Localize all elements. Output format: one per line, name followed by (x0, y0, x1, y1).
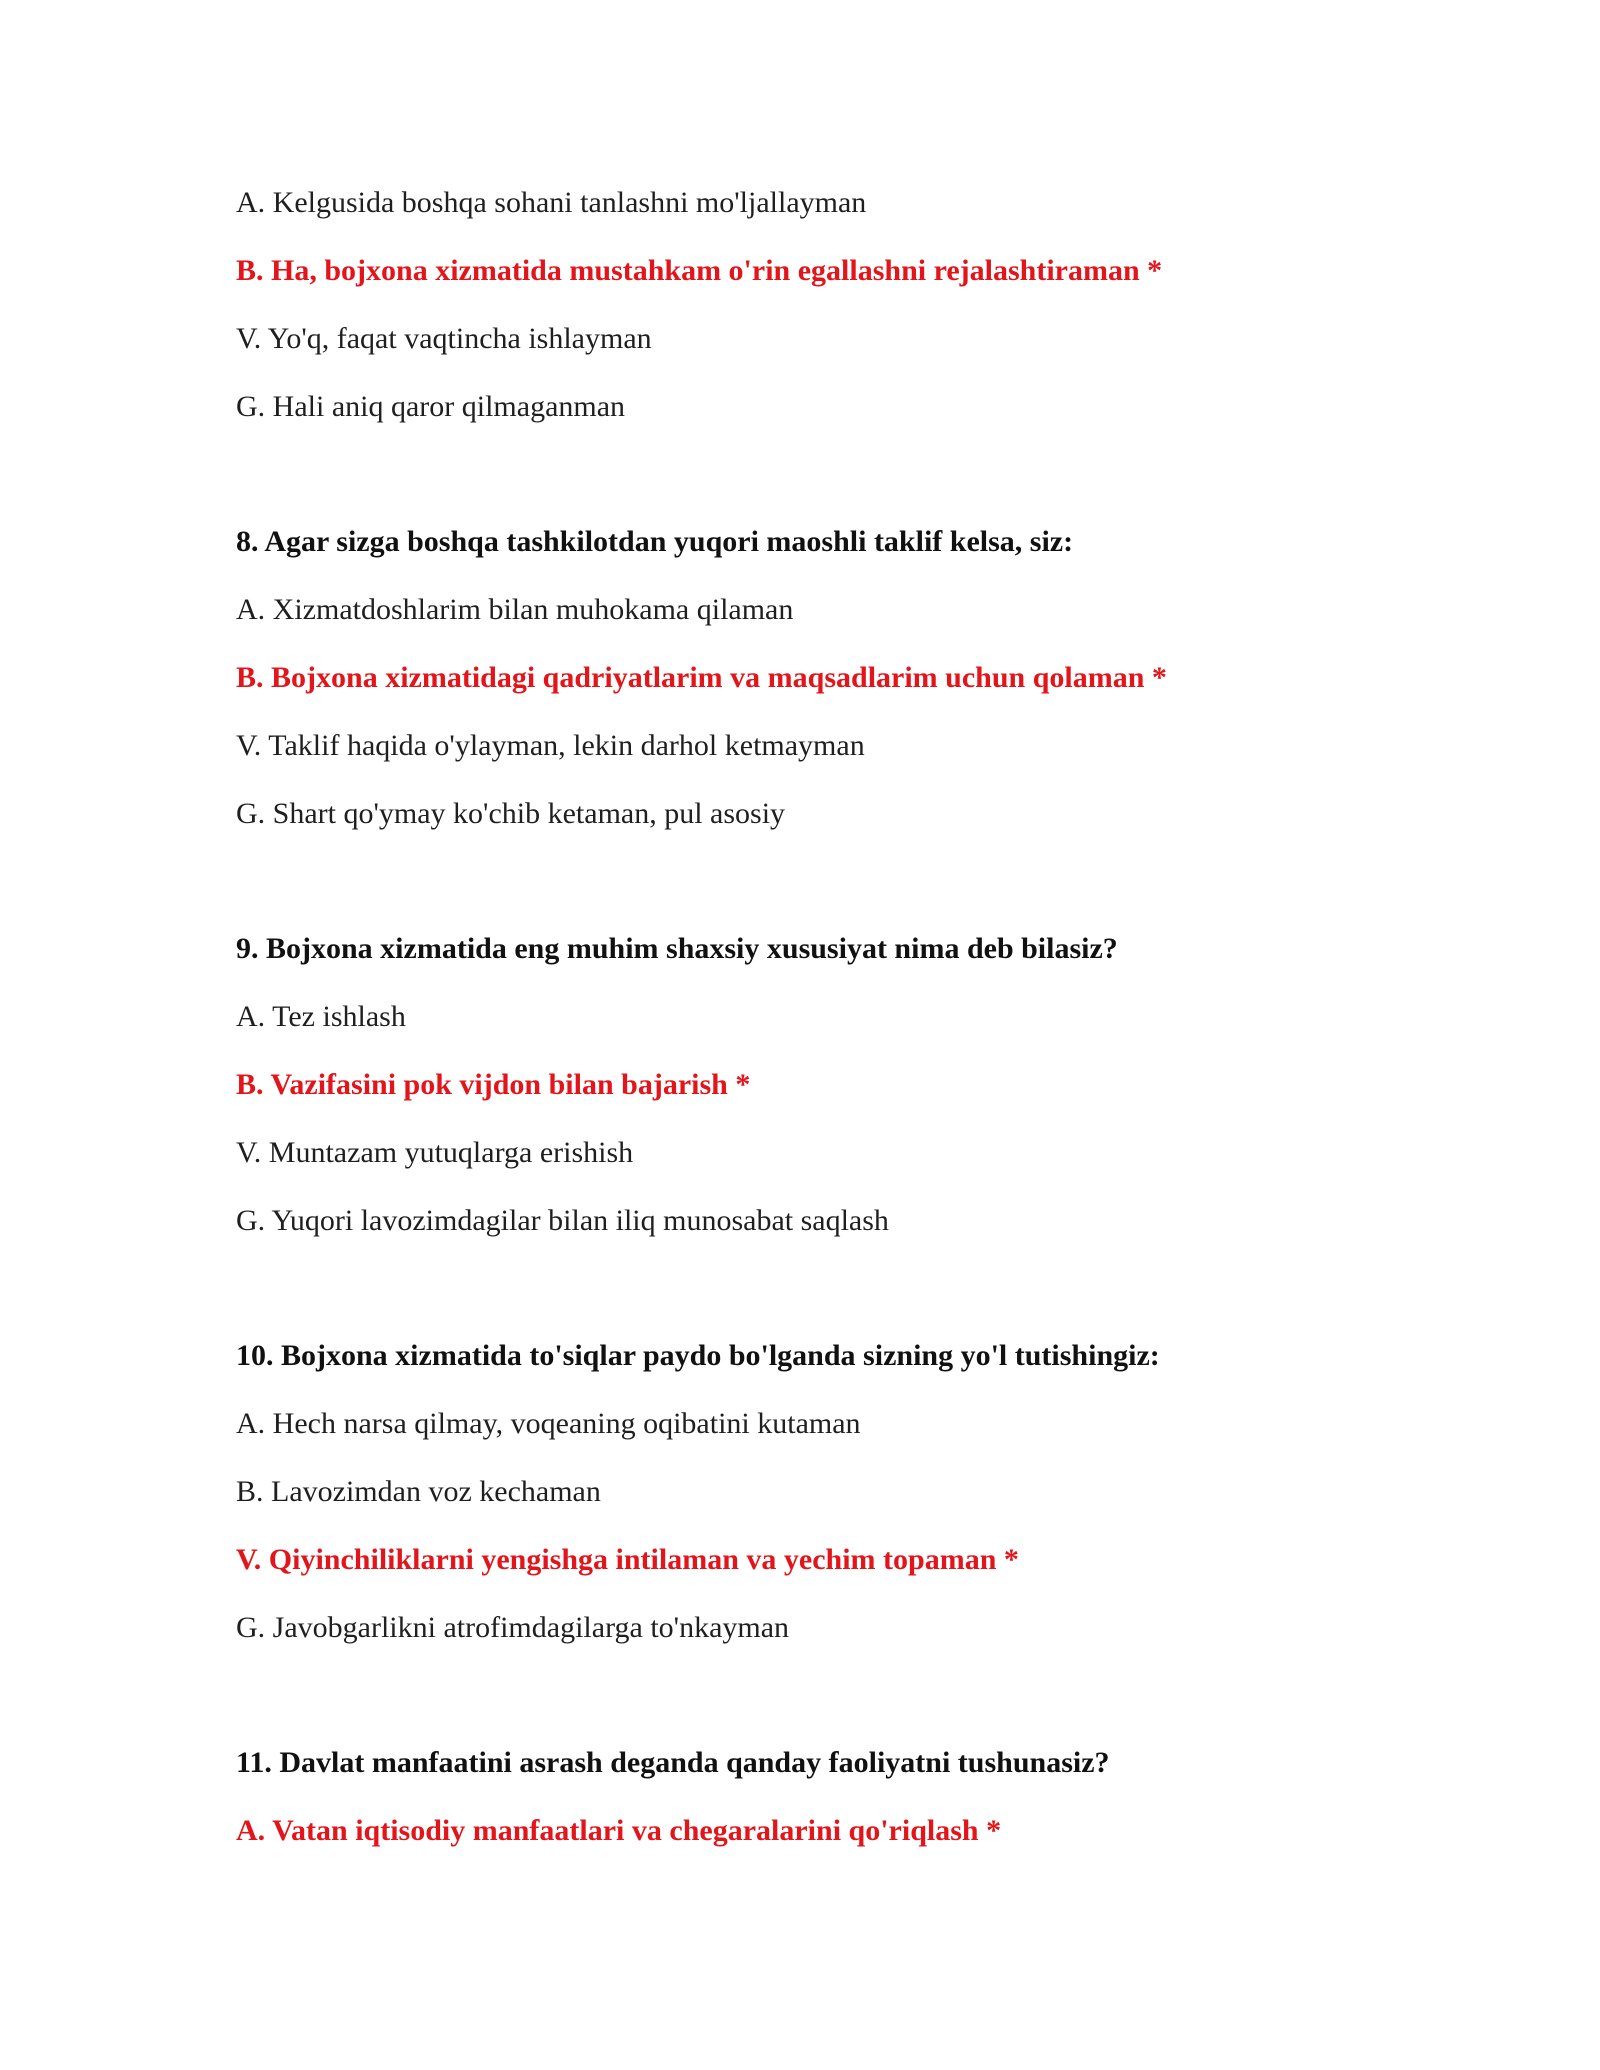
answer-option: V. Yo'q, faqat vaqtincha ishlayman (236, 322, 652, 355)
answer-option: B. Lavozimdan voz kechaman (236, 1475, 601, 1508)
question-gap (236, 864, 1416, 931)
question-text: 11. Davlat manfaatini asrash deganda qanday faoliyatni tushunasiz? (236, 1746, 1110, 1779)
answer-option: A. Hech narsa qilmay, voqeaning oqibatini kutaman (236, 1407, 861, 1440)
answer-option: G. Javobgarlikni atrofimdagilarga to'nkayman (236, 1611, 790, 1644)
answer-option-correct: B. Bojxona xizmatidagi qadriyatlarim va maqsadlarim uchun qolaman * (236, 661, 1167, 694)
answer-option: A. Tez ishlash (236, 1000, 406, 1033)
answer-option: G. Hali aniq qaror qilmaganman (236, 390, 626, 423)
answer-option: A. Xizmatdoshlarim bilan muhokama qilaman (236, 593, 794, 626)
answer-option: V. Taklif haqida o'ylayman, lekin darhol ketmayman (236, 729, 865, 762)
question-gap (236, 457, 1416, 524)
answer-option: G. Yuqori lavozimdagilar bilan iliq munosabat saqlash (236, 1204, 889, 1237)
answer-option: V. Muntazam yutuqlarga erishish (236, 1136, 634, 1169)
answer-option-correct: B. Ha, bojxona xizmatida mustahkam o'rin egallashni rejalashtiraman * (236, 254, 1163, 287)
question-text: 9. Bojxona xizmatida eng muhim shaxsiy xususiyat nima deb bilasiz? (236, 932, 1118, 965)
question-text: 10. Bojxona xizmatida to'siqlar paydo bo'lganda sizning yo'l tutishingiz: (236, 1339, 1160, 1372)
quiz-content (236, 185, 1416, 1881)
answer-option: A. Kelgusida boshqa sohani tanlashni mo'ljallayman (236, 186, 867, 219)
answer-option-correct: B. Vazifasini pok vijdon bilan bajarish * (236, 1068, 751, 1101)
question-text: 8. Agar sizga boshqa tashkilotdan yuqori maoshli taklif kelsa, siz: (236, 525, 1074, 558)
answer-option-correct: V. Qiyinchiliklarni yengishga intilaman va yechim topaman * (236, 1543, 1019, 1576)
answer-option: G. Shart qo'ymay ko'chib ketaman, pul asosiy (236, 797, 786, 830)
question-gap (236, 1678, 1416, 1745)
answer-option-correct: A. Vatan iqtisodiy manfaatlari va chegaralarini qo'riqlash * (236, 1814, 1002, 1847)
question-gap (236, 1271, 1416, 1338)
